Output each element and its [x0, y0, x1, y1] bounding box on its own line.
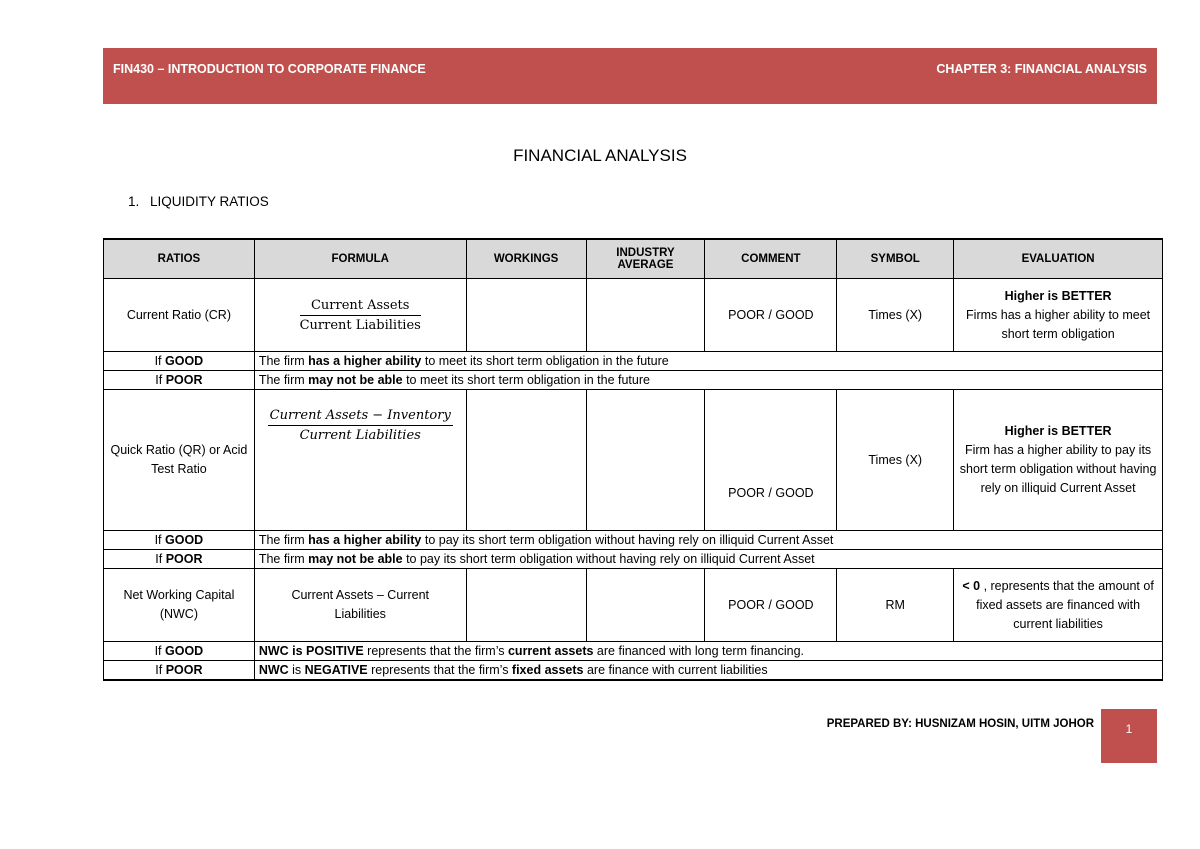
header-comment: COMMENT	[705, 239, 837, 279]
symbol-cell: RM	[837, 569, 954, 642]
header-ratios: RATIOS	[104, 239, 255, 279]
industry-average-cell	[586, 279, 705, 352]
if-good-text: NWC is POSITIVE represents that the firm’s current assets are financed with long term financing.	[254, 642, 1162, 661]
page-title: FINANCIAL ANALYSIS	[513, 146, 687, 165]
if-poor-label: If POOR	[104, 550, 255, 569]
if-good-label: If GOOD	[104, 531, 255, 550]
header-evaluation: EVALUATION	[954, 239, 1163, 279]
header-industry-average: INDUSTRY AVERAGE	[586, 239, 705, 279]
evaluation-cell	[954, 279, 1163, 352]
ratio-name: Current Ratio (CR)	[104, 279, 255, 352]
ratio-name: Quick Ratio (QR) or Acid Test Ratio	[104, 390, 255, 531]
evaluation-text: Firm has a higher ability to pay its short term obligation without having rely on illiquid Current Asset	[959, 443, 1157, 495]
formula-numerator: Current Assets	[300, 298, 421, 316]
if-poor-text: The firm may not be able to meet its short term obligation in the future	[254, 371, 1162, 390]
section-heading	[128, 194, 269, 209]
comment-cell: POOR / GOOD	[705, 279, 837, 352]
header-formula: FORMULA	[254, 239, 466, 279]
section-label: LIQUIDITY RATIOS	[150, 194, 269, 209]
if-poor-text: The firm may not be able to pay its short term obligation without having rely on illiquid Current Asset	[254, 550, 1162, 569]
page-number: 1	[1101, 709, 1157, 763]
formula-cell	[254, 390, 466, 531]
prepared-by: PREPARED BY: HUSNIZAM HOSIN, UITM JOHOR	[826, 718, 1094, 730]
formula-denominator: Current Liabilities	[299, 317, 421, 333]
formula-cell	[254, 279, 466, 352]
if-poor-label: If POOR	[104, 661, 255, 681]
table-header-row	[104, 239, 1163, 279]
formula-denominator: Current Liabilities	[299, 428, 421, 443]
chapter-title: CHAPTER 3: FINANCIAL ANALYSIS	[936, 62, 1147, 76]
header-symbol: SYMBOL	[837, 239, 954, 279]
table-row	[104, 352, 1163, 371]
table-row	[104, 531, 1163, 550]
table-row	[104, 569, 1163, 642]
comment-cell: POOR / GOOD	[705, 569, 837, 642]
symbol-cell: Times (X)	[837, 390, 954, 531]
ratio-name: Net Working Capital (NWC)	[104, 569, 255, 642]
liquidity-ratios-table	[103, 238, 1163, 681]
table-row	[104, 371, 1163, 390]
formula-numerator: Current Assets − Inventory	[268, 408, 453, 426]
header-workings: WORKINGS	[466, 239, 586, 279]
industry-average-cell	[586, 569, 705, 642]
evaluation-heading: Higher is BETTER	[1004, 424, 1112, 438]
if-poor-label: If POOR	[104, 371, 255, 390]
evaluation-cell: < 0 , represents that the amount of fixed assets are financed with current liabilities	[954, 569, 1163, 642]
table-row	[104, 661, 1163, 681]
industry-average-cell	[586, 390, 705, 531]
table-row	[104, 279, 1163, 352]
table-row	[104, 642, 1163, 661]
evaluation-cell	[954, 390, 1163, 531]
header-band	[103, 48, 1157, 104]
workings-cell	[466, 569, 586, 642]
table-row	[104, 550, 1163, 569]
course-title: FIN430 – INTRODUCTION TO CORPORATE FINANCE	[113, 62, 426, 76]
formula-cell: Current Assets – Current Liabilities	[254, 569, 466, 642]
workings-cell	[466, 279, 586, 352]
if-good-label: If GOOD	[104, 642, 255, 661]
if-good-text: The firm has a higher ability to meet its short term obligation in the future	[254, 352, 1162, 371]
symbol-cell: Times (X)	[837, 279, 954, 352]
if-good-label: If GOOD	[104, 352, 255, 371]
comment-cell: POOR / GOOD	[705, 390, 837, 531]
evaluation-text: Firms has a higher ability to meet short term obligation	[966, 307, 1151, 341]
table-row	[104, 390, 1163, 531]
workings-cell	[466, 390, 586, 531]
if-good-text: The firm has a higher ability to pay its short term obligation without having rely on illiquid Current Asset	[254, 531, 1162, 550]
formula-fraction	[268, 408, 453, 443]
section-number: 1.	[128, 194, 140, 209]
evaluation-heading: Higher is BETTER	[1004, 288, 1112, 303]
if-poor-text: NWC is NEGATIVE represents that the firm’s fixed assets are finance with current liabilities	[254, 661, 1162, 681]
formula-fraction	[300, 298, 421, 333]
